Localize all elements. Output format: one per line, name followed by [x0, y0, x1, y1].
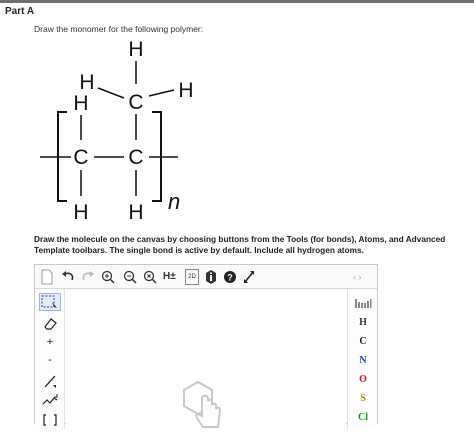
atom-h-left-top: H	[73, 92, 89, 115]
atom-n-label: N	[359, 355, 367, 366]
bracket-tool-icon[interactable]	[39, 411, 61, 429]
decrease-charge-button[interactable]: -	[48, 354, 52, 366]
atom-c-button[interactable]	[348, 336, 378, 347]
undo-icon[interactable]	[61, 269, 75, 285]
zoom-out-icon[interactable]	[123, 269, 137, 285]
atom-cl-label: Cl	[358, 412, 368, 423]
explicit-hydrogens-button[interactable]: H±	[163, 271, 176, 282]
atom-h-bottom-right: H	[128, 201, 144, 224]
periodic-table-icon[interactable]	[348, 297, 378, 309]
new-document-icon[interactable]	[41, 269, 53, 285]
fullscreen-icon[interactable]	[242, 269, 256, 285]
clean-2d-button[interactable]: 2D	[185, 269, 199, 285]
atom-h-right: H	[178, 79, 194, 102]
atom-c-left: C	[73, 146, 89, 169]
hand-cursor-icon	[184, 380, 228, 430]
part-title: Part A	[5, 6, 35, 17]
atom-n-button[interactable]	[348, 355, 378, 366]
atoms-toolbar	[347, 289, 377, 429]
atom-h-button[interactable]	[348, 317, 378, 328]
question-text: Draw the monomer for the following polymer:	[34, 24, 204, 34]
chain-tool-icon[interactable]	[39, 391, 61, 409]
molecule-editor	[34, 264, 378, 424]
toolbar-nav-arrows[interactable]: ‹ ›	[353, 272, 362, 282]
atom-h-upper-left: H	[79, 71, 95, 94]
atom-c-right: C	[128, 146, 144, 169]
svg-text:?: ?	[227, 272, 233, 283]
zoom-in-icon[interactable]	[101, 269, 115, 285]
increase-charge-button[interactable]: +	[46, 336, 54, 348]
single-bond-icon[interactable]	[39, 373, 61, 391]
redo-icon[interactable]	[81, 269, 95, 285]
atom-h-label: H	[359, 317, 367, 328]
editor-top-toolbar	[35, 265, 377, 289]
instructions-text: Draw the molecule on the canvas by choosing buttons from the Tools (for bonds), Atoms, and Advanced Template toolbars. The single bond is active by default. Include all hydrogen atoms.	[34, 234, 446, 255]
bond-h-right	[149, 90, 174, 96]
drawing-canvas[interactable]	[66, 290, 346, 430]
atom-c-upper: C	[128, 91, 144, 114]
atom-h-top: H	[128, 38, 144, 61]
atom-c-label: C	[359, 336, 367, 347]
atom-h-bottom-left: H	[73, 201, 89, 224]
tools-toolbar	[35, 289, 65, 429]
eraser-icon[interactable]	[39, 315, 61, 333]
help-icon[interactable]	[223, 269, 237, 285]
atom-o-label: O	[359, 374, 367, 385]
zoom-reset-icon[interactable]	[143, 269, 157, 285]
select-tool-icon[interactable]	[39, 293, 61, 311]
bond-h-upper-left	[98, 88, 124, 98]
atom-cl-button[interactable]	[348, 412, 378, 423]
info-icon[interactable]	[205, 269, 217, 285]
atom-o-button[interactable]	[348, 374, 378, 385]
atom-s-label: S	[360, 393, 366, 404]
atom-s-button[interactable]	[348, 393, 378, 404]
repeat-subscript-n: n	[168, 189, 181, 214]
